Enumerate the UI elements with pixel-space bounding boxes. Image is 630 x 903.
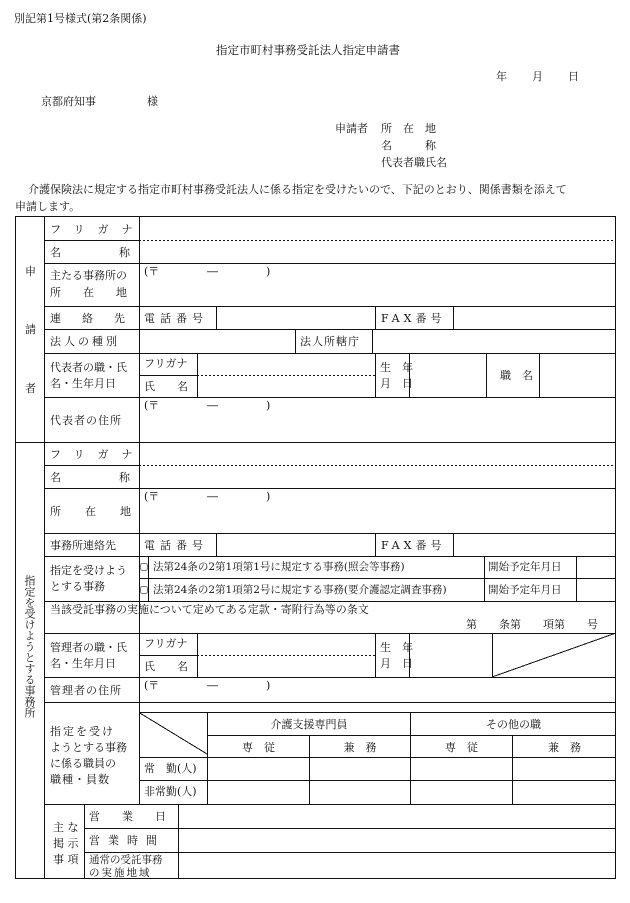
applicant-rep-address-label: 代表者の住所 xyxy=(50,414,122,427)
office-postal-prefix: (〒 xyxy=(144,490,160,503)
business-hours-label: 営業時間 xyxy=(89,834,165,847)
office-postal-dash: ― xyxy=(207,490,218,503)
manager-birthdate-input[interactable] xyxy=(413,645,489,663)
other-full-nonregular-input[interactable] xyxy=(414,783,509,800)
business-hours-input[interactable] xyxy=(183,831,611,849)
care-part-duty-header: 兼 務 xyxy=(343,741,377,754)
form-number: 別記第1号様式(第2条関係) xyxy=(14,12,147,25)
office-address-input[interactable] xyxy=(150,510,610,528)
office-phone-input[interactable] xyxy=(220,536,370,554)
articles-reference: 第 条第 項第 号 xyxy=(466,618,598,631)
applicant-furigana-label: フリガナ xyxy=(50,223,146,236)
service-2-start-date-label: 開始予定年月日 xyxy=(488,584,562,596)
intro-text-line2: 申請します。 xyxy=(15,200,81,213)
office-furigana-label: フリガナ xyxy=(50,448,146,461)
section-applicant-char3: 者 xyxy=(25,382,36,395)
manager-furigana-input[interactable] xyxy=(202,636,370,652)
service-1-start-date-label: 開始予定年月日 xyxy=(488,561,562,573)
office-address-label: 所在地 xyxy=(50,505,155,518)
applicant-rep-label-1: 代表者の職・氏 xyxy=(50,361,127,374)
applicant-phone-input[interactable] xyxy=(220,309,370,327)
service-area-input[interactable] xyxy=(183,856,611,875)
other-part-nonregular-input[interactable] xyxy=(516,783,612,800)
office-postal-suffix: ) xyxy=(266,490,271,503)
section-applicant-char2: 請 xyxy=(25,323,36,336)
applicant-corp-authority-label: 法人所轄庁 xyxy=(300,335,360,348)
applicant-position-label: 職 名 xyxy=(500,369,533,382)
manager-furigana-label: フリガナ xyxy=(144,637,188,650)
service-2-label: 法第24条の2第1項第2号に規定する事務(要介護認定調査事務) xyxy=(153,584,447,596)
applicant-name-label: 名 称 xyxy=(381,139,436,152)
applicant-rep-name-label: 氏 名 xyxy=(144,380,188,393)
care-full-time-header: 専 従 xyxy=(242,741,275,754)
business-days-input[interactable] xyxy=(183,807,611,825)
applicant-rep-address-input[interactable] xyxy=(150,417,610,435)
applicant-main-office-label-1: 主たる事務所の xyxy=(50,269,127,282)
applicant-rep-name-input[interactable] xyxy=(202,378,370,394)
manager-label-1: 管理者の職・氏 xyxy=(50,641,127,654)
applicant-postal-dash: ― xyxy=(207,265,218,278)
manager-birth-label-2: 月 日 xyxy=(380,657,413,670)
office-contact-label: 事務所連絡先 xyxy=(50,539,116,552)
manager-label-2: 名・生年月日 xyxy=(50,657,116,670)
applicant-birth-label-2: 月 日 xyxy=(380,377,413,390)
applicant-furigana-input[interactable] xyxy=(144,219,610,237)
staff-label-3: に係る職員の xyxy=(50,757,116,770)
applicant-label: 申請者 xyxy=(335,122,368,135)
care-part-nonregular-input[interactable] xyxy=(313,783,407,800)
office-intended-label-2: とする事務 xyxy=(50,580,105,593)
section-applicant-char1: 申 xyxy=(25,265,36,278)
manager-address-label: 管理者の住所 xyxy=(50,684,122,697)
service-1-start-date-input[interactable] xyxy=(579,559,614,576)
office-furigana-input[interactable] xyxy=(144,445,610,463)
care-full-regular-input[interactable] xyxy=(211,760,306,777)
staff-label-2: ようとする事務 xyxy=(50,741,127,754)
service-1-checkbox[interactable] xyxy=(140,561,148,573)
manager-address-input[interactable] xyxy=(290,682,610,699)
applicant-address-label: 所 在 地 xyxy=(381,122,436,135)
care-part-regular-input[interactable] xyxy=(313,760,407,777)
manager-postal-suffix: ) xyxy=(266,679,271,692)
manager-postal-prefix: (〒 xyxy=(144,679,160,692)
main-items-label-1: 主 な xyxy=(53,821,79,834)
care-full-nonregular-input[interactable] xyxy=(211,783,306,800)
rep-postal-suffix: ) xyxy=(266,399,271,412)
applicant-postal-suffix: ) xyxy=(266,265,271,278)
manager-birth-label-1: 生 年 xyxy=(380,641,413,654)
service-area-label-1: 通常の受託事務 xyxy=(89,854,163,866)
office-name-input[interactable] xyxy=(144,468,610,486)
rep-postal-dash: ― xyxy=(207,399,218,412)
addressee-honorific: 様 xyxy=(147,95,158,108)
office-phone-label: 電話番号 xyxy=(144,539,208,552)
office-fax-label: FAX番号 xyxy=(381,539,446,552)
applicant-phone-label: 電話番号 xyxy=(144,312,208,325)
main-items-label-2: 掲 示 xyxy=(53,837,79,850)
manager-postal-dash: ― xyxy=(207,679,218,692)
manager-name-input[interactable] xyxy=(202,658,370,674)
applicant-fax-input[interactable] xyxy=(458,309,610,327)
date-day-label: 日 xyxy=(568,70,579,83)
other-part-duty-header: 兼 務 xyxy=(548,741,581,754)
other-full-time-header: 専 従 xyxy=(445,741,478,754)
service-1-label: 法第24条の2第1項第1号に規定する事務(照会等事務) xyxy=(153,561,405,573)
applicant-main-office-label-2: 所 在 地 xyxy=(50,286,127,299)
applicant-corp-type-input[interactable] xyxy=(144,332,290,350)
rep-postal-prefix: (〒 xyxy=(144,399,160,412)
regular-label: 常 勤(人) xyxy=(144,762,197,775)
applicant-corp-authority-input[interactable] xyxy=(377,332,610,350)
applicant-representative-label: 代表者職氏名 xyxy=(381,156,447,169)
date-month-label: 月 xyxy=(532,70,543,83)
staff-label-1: 指定を受け xyxy=(50,725,115,738)
business-days-label: 営業日 xyxy=(89,810,188,823)
other-full-regular-input[interactable] xyxy=(414,760,509,777)
applicant-fax-label: FAX番号 xyxy=(381,312,446,325)
care-manager-header: 介護支援専門員 xyxy=(270,718,348,731)
non-regular-label: 非常勤(人) xyxy=(144,785,197,798)
service-2-start-date-input[interactable] xyxy=(579,582,614,599)
addressee: 京都府知事 xyxy=(41,95,96,108)
section-office-label: 指定を受けようとする事務所 xyxy=(23,575,36,718)
applicant-name-input[interactable] xyxy=(144,243,610,261)
main-items-label-3: 事 項 xyxy=(53,853,79,866)
office-fax-input[interactable] xyxy=(458,536,610,554)
service-area-label-2: の実施地域 xyxy=(89,867,152,879)
applicant-corp-type-label: 法人の種別 xyxy=(50,335,120,348)
date-year-label: 年 xyxy=(496,70,507,83)
service-2-checkbox[interactable] xyxy=(140,584,148,596)
office-name-label: 名称 xyxy=(50,471,188,484)
page-title: 指定市町村事務受託法人指定申請書 xyxy=(216,43,400,57)
articles-label: 当該受託事務の実施について定めてある定款・寄附行為等の条文 xyxy=(50,603,369,616)
intro-text-line1: 介護保険法に規定する指定市町村事務受託法人に係る指定を受けたいので、下記のとおり、関係書類を添えて xyxy=(28,183,567,196)
other-staff-header: その他の職 xyxy=(486,718,541,731)
applicant-main-office-input[interactable] xyxy=(150,284,610,302)
applicant-postal-prefix: (〒 xyxy=(144,265,160,278)
manager-name-label: 氏 名 xyxy=(144,660,188,673)
applicant-position-input[interactable] xyxy=(543,365,611,383)
applicant-rep-label-2: 名・生年月日 xyxy=(50,377,116,390)
applicant-name-row-label: 名称 xyxy=(50,246,188,259)
applicant-rep-furigana-label: フリガナ xyxy=(144,357,188,370)
staff-label-4: 職種・員数 xyxy=(50,773,110,786)
applicant-rep-furigana-input[interactable] xyxy=(202,356,370,372)
office-intended-label-1: 指定を受けよう xyxy=(50,564,127,577)
applicant-birth-label-1: 生 年 xyxy=(380,361,413,374)
applicant-contact-label: 連絡先 xyxy=(50,312,146,325)
applicant-birthdate-input[interactable] xyxy=(413,365,483,383)
other-part-regular-input[interactable] xyxy=(516,760,612,777)
